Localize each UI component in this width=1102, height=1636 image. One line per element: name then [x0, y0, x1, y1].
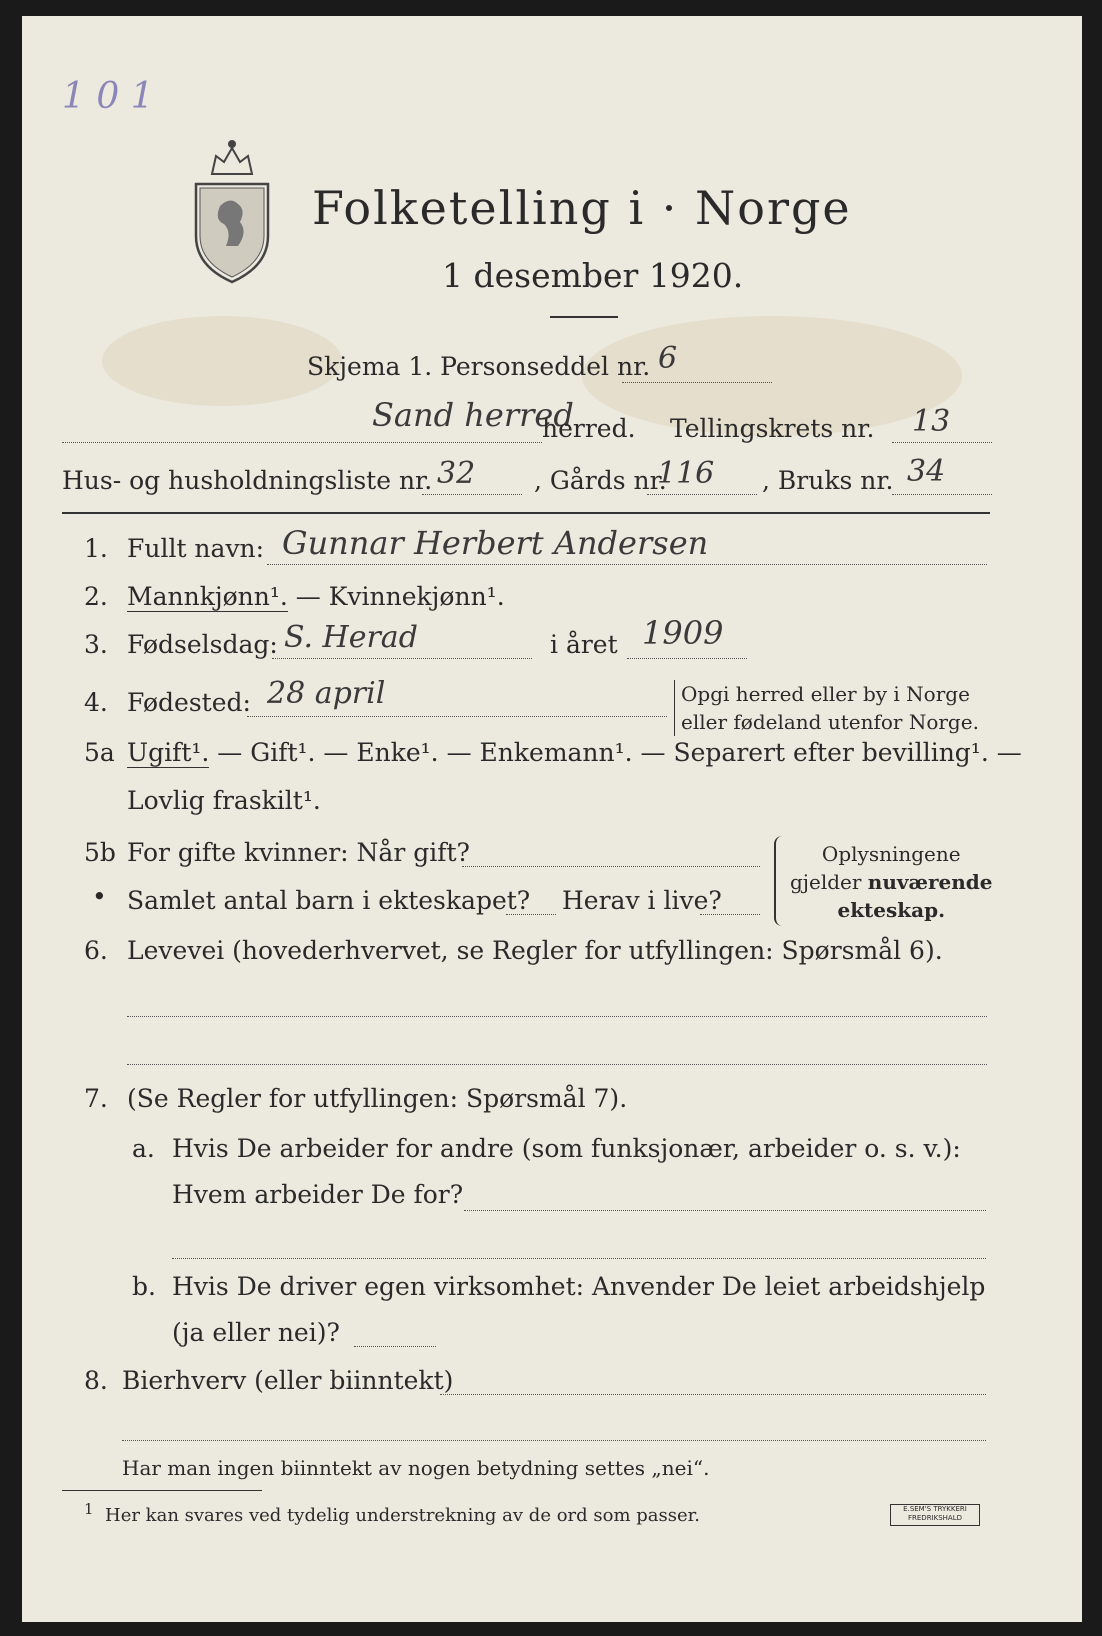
bruks-line: [892, 494, 992, 495]
q7b-text: Hvis De driver egen virksomhet: Anvender De leiet arbeidshjelp: [172, 1272, 986, 1301]
q1-label: Fullt navn:: [127, 534, 265, 563]
q4-value[interactable]: 28 april: [267, 676, 386, 711]
q1-name-value[interactable]: Gunnar Herbert Andersen: [282, 524, 709, 562]
title-rule: [550, 316, 618, 318]
q5b-alive-label: Herav i live?: [562, 886, 722, 915]
footnote-rule: [62, 1490, 262, 1491]
q5a-ugift-option[interactable]: Ugift¹.: [127, 738, 210, 767]
bruks-label: , Bruks nr.: [762, 466, 894, 495]
q5a-marital-options: [127, 738, 1022, 767]
tellingskrets-number[interactable]: 13: [912, 404, 951, 439]
personseddel-number[interactable]: 6: [658, 341, 678, 376]
q5b-note-line3: ekteskap.: [837, 898, 946, 922]
q8-label: Bierhverv (eller biinntekt): [122, 1366, 454, 1395]
tellingskrets-label: Tellingskrets nr.: [670, 414, 875, 443]
q3-year-line: [627, 658, 747, 659]
norway-coat-of-arms-icon: [190, 136, 274, 286]
q4-label: Fødested:: [127, 688, 251, 717]
q6-line-2[interactable]: [127, 1064, 987, 1065]
q3-birthday-value[interactable]: S. Herad: [284, 620, 418, 655]
q3-birthday-line: [272, 658, 532, 659]
form-title: Folketelling i · Norge: [312, 181, 852, 235]
q2-gender-options: [127, 582, 505, 611]
gards-label: , Gårds nr.: [534, 466, 667, 495]
q3-number: 3.: [84, 630, 108, 659]
q7a-line-2[interactable]: [172, 1258, 986, 1259]
q5b-brace: [774, 836, 784, 926]
q7b-question: (ja eller nei)?: [172, 1318, 340, 1347]
q7-label: (Se Regler for utfyllingen: Spørsmål 7).: [127, 1084, 628, 1113]
q5b-note: [790, 840, 993, 924]
q5a-number: 5a: [84, 738, 115, 767]
herred-value[interactable]: Sand herred: [372, 396, 574, 434]
herred-line: [62, 442, 542, 443]
q5b-note-line2-bold: nuværende: [867, 870, 993, 894]
census-form-page: [22, 16, 1082, 1622]
q6-label: Levevei (hovederhvervet, se Regler for utfyllingen: Spørsmål 6).: [127, 936, 943, 965]
q3-label: Fødselsdag:: [127, 630, 278, 659]
husholdningsliste-number[interactable]: 32: [437, 456, 476, 491]
margin-pencil-mark: 1 0 1: [62, 76, 154, 117]
q8-number: 8.: [84, 1366, 108, 1395]
bullet: •: [92, 882, 107, 911]
q3-year-label: i året: [550, 630, 618, 659]
q5b-note-line2: [790, 868, 993, 896]
q7a-question: Hvem arbeider De for?: [172, 1180, 464, 1209]
q2-female-option[interactable]: Kvinnekjønn¹.: [328, 582, 505, 611]
q5b-alive-line: [700, 914, 760, 915]
q5b-label: For gifte kvinner: Når gift?: [127, 838, 470, 867]
husholdningsliste-line: [422, 494, 522, 495]
stain: [102, 316, 342, 406]
q7a-line-1[interactable]: [464, 1210, 986, 1211]
q7b-letter: b.: [132, 1272, 156, 1301]
form-date: 1 desember 1920.: [442, 256, 744, 295]
q1-line: [267, 564, 987, 565]
gards-line: [647, 494, 757, 495]
q7-number: 7.: [84, 1084, 108, 1113]
footnote-text: Her kan svares ved tydelig understrekning av de ord som passer.: [105, 1505, 700, 1526]
q2-number: 2.: [84, 582, 108, 611]
q6-number: 6.: [84, 936, 108, 965]
q5b-children-line: [506, 914, 556, 915]
personseddel-line: [622, 382, 772, 383]
printer-stamp-line2: FREDRIKSHALD: [907, 1514, 962, 1522]
q4-note-line2: eller fødeland utenfor Norge.: [681, 710, 979, 734]
q7a-text: Hvis De arbeider for andre (som funksjonær, arbeider o. s. v.):: [172, 1134, 961, 1163]
q4-note-line1: Opgi herred eller by i Norge: [681, 682, 970, 706]
q5b-married-line: [462, 866, 760, 867]
q2-male-option[interactable]: Mannkjønn¹.: [127, 582, 288, 611]
q5b-note-line1: Oplysningene: [821, 842, 961, 866]
q5b-note-line2-text: gjelder: [790, 870, 868, 894]
schema-label: Skjema 1. Personseddel nr.: [307, 352, 651, 381]
q7a-letter: a.: [132, 1134, 155, 1163]
q8-note: Har man ingen biinntekt av nogen betydning settes „nei“.: [122, 1456, 710, 1480]
q4-number: 4.: [84, 688, 108, 717]
q4-note: [674, 680, 979, 736]
footnote-mark: 1: [84, 1500, 94, 1518]
q5a-other-options[interactable]: — Gift¹. — Enke¹. — Enkemann¹. — Separert efter bevilling¹. —: [209, 738, 1022, 767]
q3-year-value[interactable]: 1909: [642, 614, 724, 652]
q5a-fraskilt-option[interactable]: Lovlig fraskilt¹.: [127, 786, 321, 815]
q6-line-1[interactable]: [127, 1016, 987, 1017]
q5b-children-label: Samlet antal barn i ekteskapet?: [127, 886, 531, 915]
gards-number[interactable]: 116: [657, 456, 715, 491]
printer-stamp: [890, 1504, 980, 1526]
husholdningsliste-label: Hus- og husholdningsliste nr.: [62, 466, 433, 495]
bruks-number[interactable]: 34: [907, 454, 946, 489]
printer-stamp-line1: E.SEM'S TRYKKERI: [903, 1505, 967, 1513]
q8-line-1[interactable]: [440, 1394, 986, 1395]
q5b-number: 5b: [84, 838, 116, 867]
footnote: [84, 1500, 700, 1526]
q2-separator: —: [287, 582, 329, 611]
header-divider: [62, 512, 990, 514]
herred-label: herred.: [542, 414, 636, 443]
q4-line: [247, 716, 667, 717]
tellingskrets-line: [892, 442, 992, 443]
q1-number: 1.: [84, 534, 108, 563]
q8-line-2[interactable]: [122, 1440, 986, 1441]
q7b-line[interactable]: [354, 1346, 436, 1347]
